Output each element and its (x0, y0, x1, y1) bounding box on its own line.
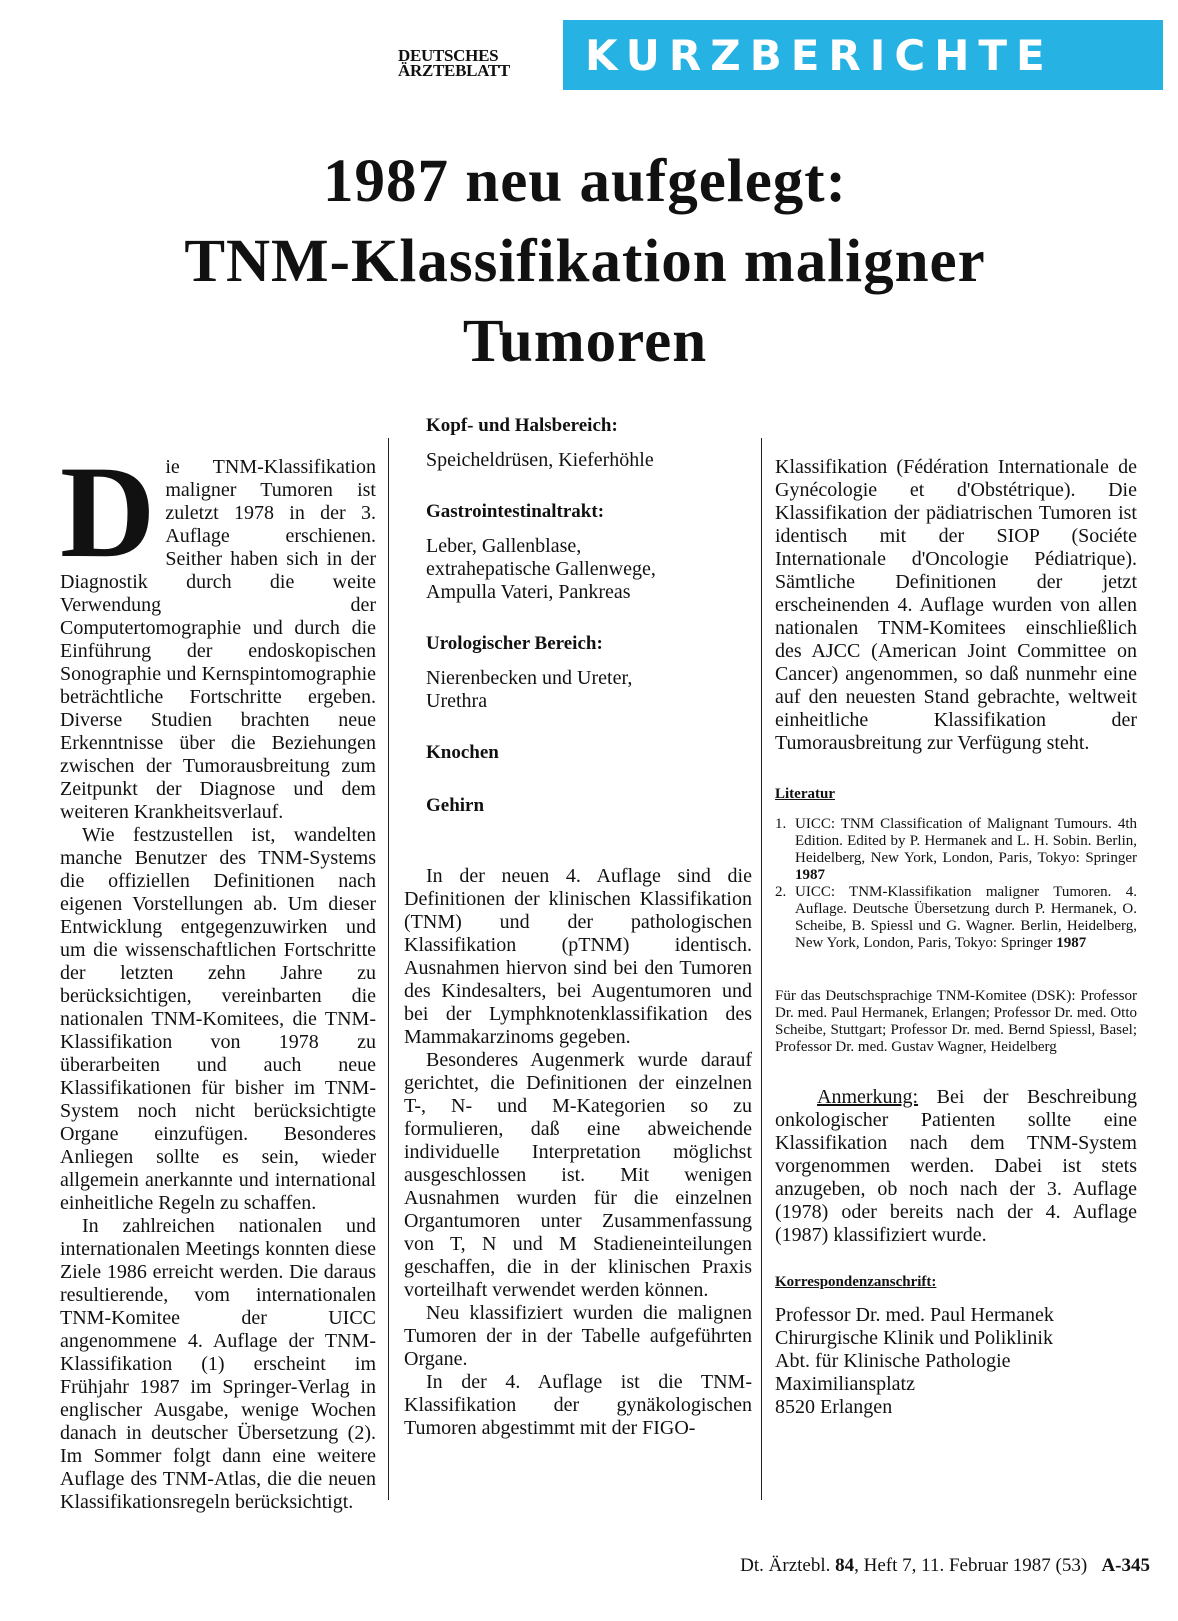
organ-group-heading: Knochen (426, 742, 499, 763)
issue-info: , Heft 7, 11. Februar 1987 (53) (854, 1555, 1088, 1576)
page-number: A-345 (1101, 1555, 1150, 1576)
intro-paragraph: Die TNM-Klassifikation maligner Tumoren ist zuletzt 1978 in der 3. Auflage erschienen. Seither haben sich in der Diagnostik durch die weite Verwendung der Computertomographie und durch die Einführung der endoskopischen Sonographie und Kernspintomographie beträchtliche Fortschritte ergeben. Diverse Studien brachten neue Erkenntnisse über die Beziehungen zwischen der Tumorausbreitung zum Zeitpunkt der Diagnose und dem weiteren Krankheitsverlauf. (60, 438, 376, 823)
paragraph: Klassifikation (Fédération Internationale de Gynécologie et d'Obstétrique). Die Klassifikation der pädiatrischen Tumoren ist identisch mit der SIOP (Sociéte Internationale d'Oncologie Pédiatrique). Sämtliche Definitionen der jetzt erscheinenden 4. Auflage wurden von allen nationalen TNM-Komitees einschließlich des AJCC (American Joint Committee on Cancer) angenommen, so daß nunmehr eine auf den neuesten Stand gebrachte, weltweit einheitliche Klassifikation der Tumorausbreitung zur Verfügung steht. (775, 456, 1137, 754)
drop-cap: D (60, 438, 156, 585)
paragraph: Besonderes Augenmerk wurde darauf gerichtet, die Definitionen der einzelnen T-, N- und M-Kategorien so zu formulieren, daß eine abweichende individuelle Interpretation möglichst ausgeschlossen ist. Mit wenigen Ausnahmen wurden für die einzelnen Organtumoren unter Zusammenfassung von T, N und M Stadieneinteilungen geschaffen, die in der klinischen Praxis vorteilhaft verwendet werden können. (404, 1049, 752, 1301)
reference-item: 2. UICC: TNM-Klassifikation maligner Tumoren. 4. Auflage. Deutsche Übersetzung durch P. Hermanek, O. Scheibe, B. Spiessl und G. Wagner. Berlin, Heidelberg, New York, London, Paris, Tokyo: Springer 1987 (775, 884, 1137, 951)
masthead-logo (398, 48, 550, 78)
organ-group-heading: Kopf- und Halsbereich: (426, 415, 618, 436)
masthead-line1: DEUTSCHES (398, 46, 499, 65)
section-banner (563, 20, 1163, 90)
paragraph: Wie festzustellen ist, wandelten manche Benutzer des TNM-Systems die offiziellen Definitionen nach eigenen Vorstellungen ab. Um dieser Entwicklung entgegenzuwirken und um die wissenschaftlichen Fortschritte der letzten zehn Jahre zu berücksichtigen, vereinbarten die nationalen TNM-Komitees, die TNM-Klassifikation von 1978 zu überarbeiten und auch neue Klassifikationen für bisher im TNM-System noch nicht berücksichtigte Organe einzufügen. Besonderes Anliegen sollte es sein, wieder allgemein anerkannte und international einheitliche Regeln zu schaffen. (60, 824, 376, 1214)
organ-group-list: Leber, Gallenblase, extrahepatische Gallenwege, Ampulla Vateri, Pankreas (426, 535, 656, 603)
committee-note: Für das Deutschsprachige TNM-Komitee (DSK): Professor Dr. med. Paul Hermanek, Erlangen; Professor Dr. med. Otto Scheibe, Stuttgart; Professor Dr. med. Bernd Spiessl, Basel; Professor Dr. med. Gustav Wagner, Heidelberg (775, 988, 1137, 1055)
article-headline (40, 142, 1130, 382)
headline-line2: TNM-Klassifikation maligner (184, 228, 986, 295)
column-2 (404, 414, 752, 1440)
remark: Anmerkung: Bei der Beschreibung onkologischer Patienten sollte eine Klassifikation nach dem TNM-System vorgenommen werden. Dabei ist stets anzugeben, ob noch nach der 3. Auflage (1978) oder bereits nach der 4. Auflage (1987) klassifiziert wurde. (775, 1086, 1137, 1246)
column-divider (388, 438, 389, 1500)
paragraph: In der 4. Auflage ist die TNM-Klassifikation der gynäkologischen Tumoren abgestimmt mit der FIGO- (404, 1371, 752, 1439)
references-heading: Literatur (775, 786, 835, 802)
column-divider (761, 438, 762, 1500)
organ-group-heading: Gehirn (426, 795, 485, 816)
page-footer (590, 1555, 1150, 1577)
journal-citation: Dt. Ärztebl. (740, 1555, 836, 1576)
correspondence-address: Professor Dr. med. Paul Hermanek Chirurgische Klinik und Poliklinik Abt. für Klinische Pathologie Maximiliansplatz 8520 Erlangen (775, 1304, 1054, 1418)
column-3 (775, 456, 1137, 1419)
column-1 (60, 438, 376, 1514)
volume: 84 (835, 1555, 855, 1576)
correspondence-heading: Korrespondenzanschrift: (775, 1274, 937, 1290)
organ-group-heading: Gastrointestinaltrakt: (426, 501, 605, 522)
reference-item: 1. UICC: TNM Classification of Malignant Tumours. 4th Edition. Edited by P. Hermanek and L. H. Sobin. Berlin, Heidelberg, New York, London, Paris, Tokyo: Springer 1987 (775, 816, 1137, 883)
organ-group-list: Speicheldrüsen, Kieferhöhle (426, 449, 654, 471)
masthead-line2: ÄRZTEBLATT (398, 61, 510, 80)
headline-line3: Tumoren (462, 308, 708, 375)
reference-list (775, 816, 1137, 952)
organ-group-heading: Urologischer Bereich: (426, 633, 603, 654)
paragraph: Neu klassifiziert wurden die malignen Tumoren der in der Tabelle aufgeführten Organe. (404, 1302, 752, 1370)
organ-group-list: Nierenbecken und Ureter, Urethra (426, 667, 633, 712)
section-label: KURZBERICHTE (585, 31, 1054, 80)
paragraph: In der neuen 4. Auflage sind die Definitionen der klinischen Klassifikation (TNM) und der pathologischen Klassifikation (pTNM) identisch. Ausnahmen hiervon sind bei den Tumoren des Kindesalters, bei Augentumoren und bei der Lymphknotenklassifikation des Mammakarzinoms gegeben. (404, 865, 752, 1048)
paragraph: In zahlreichen nationalen und internationalen Meetings konnten diese Ziele 1986 erreicht werden. Die daraus resultierende, vom internationalen TNM-Komitee der UICC angenommene 4. Auflage der TNM-Klassifikation (1) erscheint im Frühjahr 1987 im Springer-Verlag in englischer Ausgabe, wenige Wochen danach in deutscher Übersetzung (2). Im Sommer folgt dann eine weitere Auflage des TNM-Atlas, die die neuen Klassifikationsregeln berücksichtigt. (60, 1215, 376, 1513)
headline-line1: 1987 neu aufgelegt: (323, 148, 847, 215)
remark-label: Anmerkung: (817, 1086, 919, 1108)
